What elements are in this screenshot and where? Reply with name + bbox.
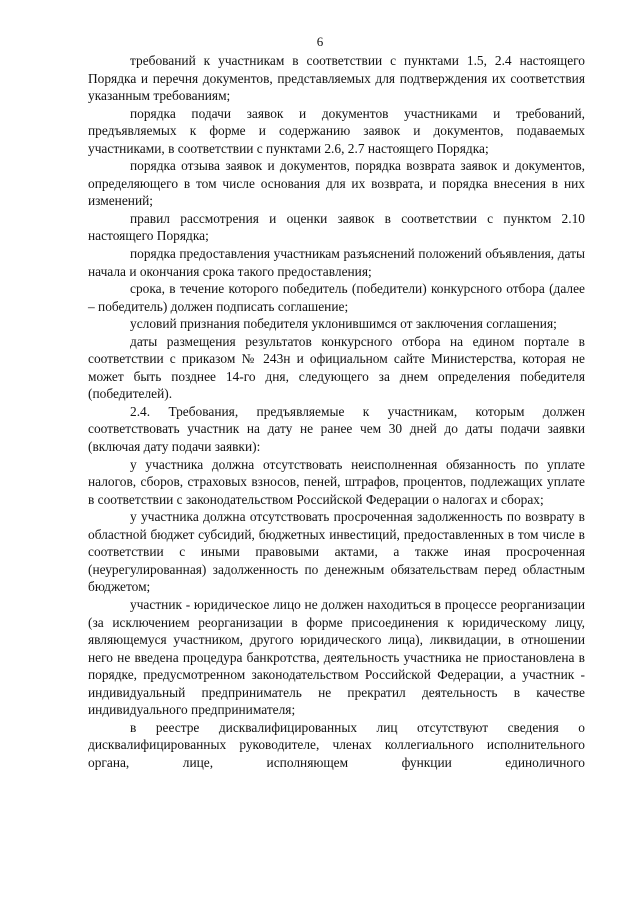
paragraph-results-publication: даты размещения результатов конкурсного отбора на едином портале в соответствии с приказом № 243н и официальном сайте Министерства, которая не может быть позднее 14-го дня, следующего за днем определения победителя (победителей). [88,333,585,402]
paragraph-submission-procedure: порядка подачи заявок и документов участниками и требований, предъявляемых к форме и содержанию заявок и документов, подаваемых участниками, в соответствии с пунктами 2.6, 2.7 настоящего Порядка; [88,105,585,156]
paragraph-reorganization: участник - юридическое лицо не должен находиться в процессе реорганизации (за исключением реорганизации в форме присоединения к юридическому лицу, являющемуся участником, другого юридического лица), ликвидации, в отношении него не введена процедура банкротства, деятельность участника не приостановлена в порядке, предусмотренном законодательством Российской Федерации, а участник - индивидуальный предприниматель не прекратил деятельность в качестве индивидуального предпринимателя; [88,596,585,718]
paragraph-requirements-list: требований к участникам в соответствии с пунктами 1.5, 2.4 настоящего Порядка и перечня документов, представляемых для подтверждения их соответствия указанным требованиям; [88,53,585,104]
paragraph-evasion-conditions: условий признания победителя уклонившимся от заключения соглашения; [130,316,557,332]
paragraph-signing-deadline: срока, в течение которого победитель (победители) конкурсного отбора (далее – победитель) должен подписать соглашение; [88,281,585,314]
paragraph-tax-obligations: у участника должна отсутствовать неисполненная обязанность по уплате налогов, сборов, страховых взносов, пеней, штрафов, процентов, подлежащих уплате в соответствии с законодательством Российской Федерации о налогах и сборах; [88,456,585,507]
paragraph-clarifications: порядка предоставления участникам разъяснений положений объявления, даты начала и окончания срока такого предоставления; [88,246,585,279]
page-number: 6 [316,34,324,49]
paragraph-section-2-4: 2.4. Требования, предъявляемые к участникам, которым должен соответствовать участник на дату не ранее чем 30 дней до даты подачи заявки (включая дату подачи заявки): [88,403,585,455]
paragraph-review-rules: правил рассмотрения и оценки заявок в соответствии с пунктом 2.10 настоящего Порядка; [88,210,585,244]
paragraph-withdrawal-procedure: порядка отзыва заявок и документов, порядка возврата заявок и документов, определяющего в том числе основания для их возврата, и порядка внесения в них изменений; [88,158,585,209]
paragraph-disqualified-registry: в реестре дисквалифицированных лиц отсутствуют сведения о дисквалифицированных руководителе, членах коллегиального исполнительного органа, лице, исполняющем функции единоличного [88,719,585,770]
paragraph-budget-debt: у участника должна отсутствовать просроченная задолженность по возврату в областной бюджет субсидий, бюджетных инвестиций, предоставленных в том числе в соответствии с иными правовыми актами, а также иная просроченная (неурегулированная) задолженность по денежным обязательствам перед областным бюджетом; [88,509,585,595]
document-body [88,52,585,771]
